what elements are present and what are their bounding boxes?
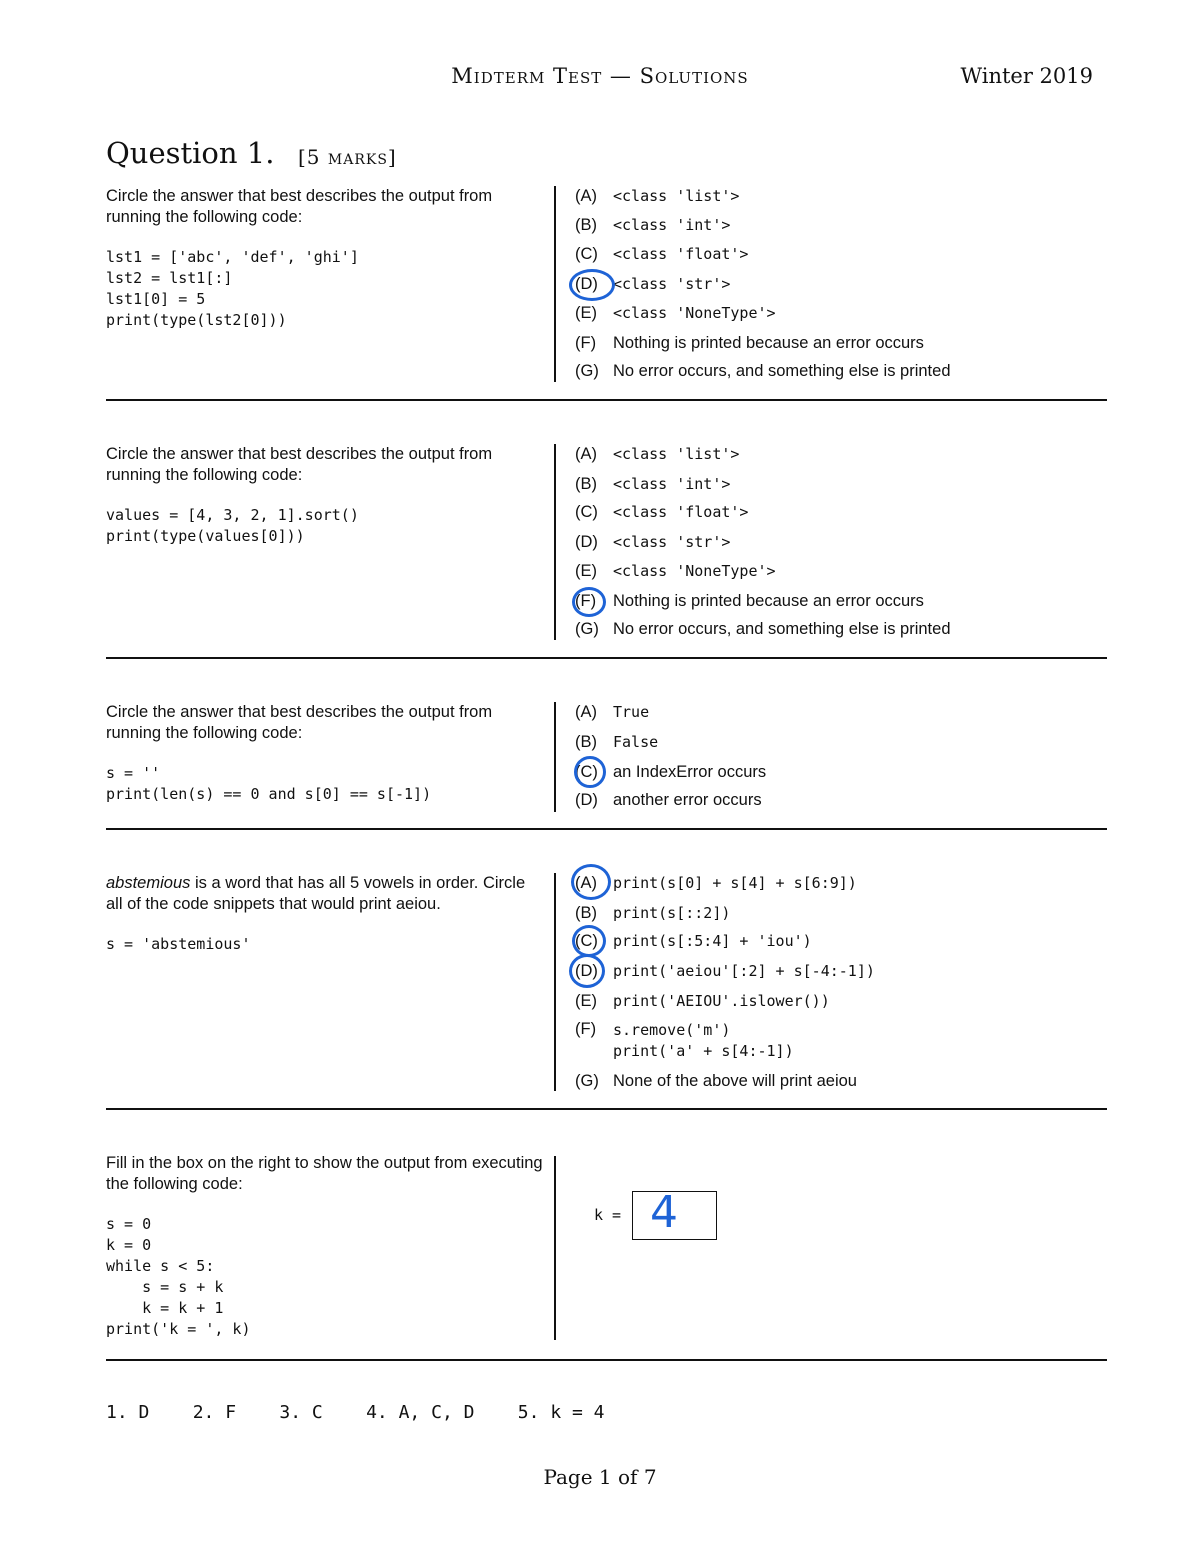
answer-box-label: k = [594,1206,622,1224]
part1-prompt: Circle the answer that best describes the output from running the following code: [106,187,493,226]
section-divider [106,828,1107,830]
part1-option-d: (D) <class 'str'> [575,275,731,293]
answer-circle-part4-d [569,954,605,988]
part2-option-e: (E) <class 'NoneType'> [575,562,776,580]
part2-option-a: (A) <class 'list'> [575,445,740,463]
part4-prompt-rest: is a word that has all 5 vowels in order. Circle all of the code snippets that would print aeiou. [106,874,526,913]
part2-option-g: (G) No error occurs, and something else is printed [575,620,951,638]
part2-prompt: Circle the answer that best describes the output from running the following code: [106,445,493,484]
answer-circle-part3-c [574,756,606,788]
part4-prompt [106,873,546,915]
part1-divider [554,186,556,382]
header-term: Winter 2019 [960,64,1093,88]
part3-divider [554,702,556,812]
part2-option-d: (D) <class 'str'> [575,533,731,551]
part4-prompt-word: abstemious [106,874,191,892]
part1-option-c: (C) <class 'float'> [575,245,749,263]
answer-circle-part2-f [572,587,606,617]
part4-option-d: (D) print('aeiou'[:2] + s[-4:-1]) [575,962,875,980]
part4-option-f: (F) s.remove('m') print('a' + s[4:-1]) [575,1020,794,1060]
part3-option-c: (C) an IndexError occurs [575,763,767,781]
part2-code: values = [4, 3, 2, 1].sort() print(type(values[0])) [106,506,359,545]
part4-divider [554,873,556,1091]
part5-divider [554,1156,556,1340]
part4-code: s = 'abstemious' [106,935,251,953]
part4-option-e: (E) print('AEIOU'.islower()) [575,992,830,1010]
answer-circle-part1-d [569,269,615,301]
part2-option-c: (C) <class 'float'> [575,503,749,521]
question-title: Question 1. [106,136,275,170]
question-marks: [5 marks] [298,145,397,169]
section-divider [106,399,1107,401]
section-divider [106,1108,1107,1110]
part1-code: lst1 = ['abc', 'def', 'ghi'] lst2 = lst1[:] lst1[0] = 5 print(type(lst2[0])) [106,248,359,329]
answer-circle-part4-a [571,864,611,900]
part2-option-b: (B) <class 'int'> [575,475,731,493]
part1-option-g: (G) No error occurs, and something else is printed [575,362,951,380]
handwritten-answer: 4 [650,1187,678,1238]
header-title: Midterm Test — Solutions [451,64,749,88]
part5-prompt: Fill in the box on the right to show the output from executing the following code: [106,1154,543,1193]
page-number: Page 1 of 7 [543,1465,657,1489]
part2-divider [554,444,556,640]
part5-code: s = 0 k = 0 while s < 5: s = s + k k = k + 1 print('k = ', k) [106,1215,251,1338]
answer-key: 1. D 2. F 3. C 4. A, C, D 5. k = 4 [106,1402,605,1423]
part3-option-d: (D) another error occurs [575,791,762,809]
part4-option-a: (A) print(s[0] + s[4] + s[6:9]) [575,874,857,892]
answer-circle-part4-c [572,925,606,957]
part4-option-g: (G) None of the above will print aeiou [575,1072,857,1090]
part1-option-e: (E) <class 'NoneType'> [575,304,776,322]
part2-option-f: (F) Nothing is printed because an error occurs [575,592,924,610]
section-divider [106,1359,1107,1361]
part3-option-a: (A) True [575,703,650,721]
part3-option-b: (B) False [575,733,659,751]
part3-prompt: Circle the answer that best describes the output from running the following code: [106,703,493,742]
part4-option-b: (B) print(s[::2]) [575,904,731,922]
part3-code: s = '' print(len(s) == 0 and s[0] == s[-1]) [106,764,432,803]
part4-option-c: (C) print(s[:5:4] + 'iou') [575,932,812,950]
part1-option-f: (F) Nothing is printed because an error occurs [575,334,924,352]
part1-option-b: (B) <class 'int'> [575,216,731,234]
part1-option-a: (A) <class 'list'> [575,187,740,205]
section-divider [106,657,1107,659]
